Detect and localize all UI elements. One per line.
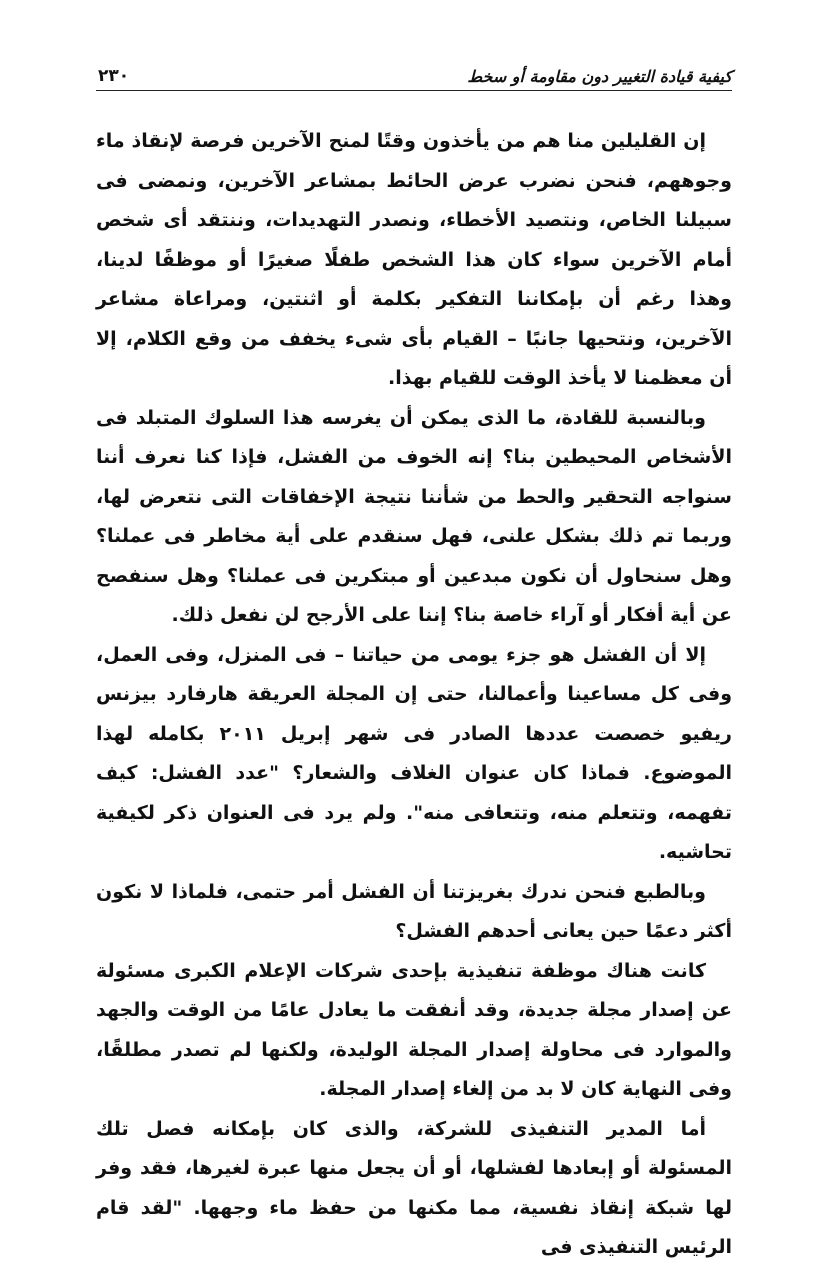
body-text <box>96 122 732 1268</box>
paragraph-4: وبالطبع فنحن ندرك بغريزتنا أن الفشل أمر حتمى، فلماذا لا نكون أكثر دعمًا حين يعانى أحدهم الفشل؟ <box>96 880 732 942</box>
paragraph-3: إلا أن الفشل هو جزء يومى من حياتنا – فى المنزل، وفى العمل، وفى كل مساعينا وأعمالنا، حتى إن المجلة العريقة هارفارد بيزنس ريفيو خصصت عددها الصادر فى شهر إبريل ٢٠١١ بكامله لهذا الموضوع. فماذا كان عنوان الغلاف والشعار؟ "عدد الفشل: كيف تفهمه، وتتعلم منه، وتتعافى منه". ولم يرد فى العنوان ذكر لكيفية تحاشيه. <box>96 643 732 863</box>
paragraph-6: أما المدير التنفيذى للشركة، والذى كان بإمكانه فصل تلك المسئولة أو إبعادها لفشلها، أو أن يجعل منها عبرة لغيرها، فقد وفر لها شبكة إنقاذ نفسية، مما مكنها من حفظ ماء وجهها. "لقد قام الرئيس التنفيذى فى <box>96 1117 732 1258</box>
chapter-title: كيفية قيادة التغيير دون مقاومة أو سخط <box>467 66 732 86</box>
paragraph-5: كانت هناك موظفة تنفيذية بإحدى شركات الإعلام الكبرى مسئولة عن إصدار مجلة جديدة، وقد أنفقت ما يعادل عامًا من الوقت والجهد والموارد فى محاولة إصدار المجلة الوليدة، ولكنها لم تصدر مطلقًا، وفى النهاية كان لا بد من إلغاء إصدار المجلة. <box>96 959 732 1100</box>
page-number: ٢٣٠ <box>98 66 130 86</box>
header-divider <box>96 90 732 91</box>
paragraph-2: وبالنسبة للقادة، ما الذى يمكن أن يغرسه هذا السلوك المتبلد فى الأشخاص المحيطين بنا؟ إنه الخوف من الفشل، فإذا كنا نعرف أننا سنواجه التحقير والحط من شأننا نتيجة الإخفاقات التى نتعرض لها، وربما تم ذلك بشكل علنى، فهل سنقدم على أية مخاطر فى عملنا؟ وهل سنحاول أن نكون مبدعين أو مبتكرين فى عملنا؟ وهل سنفصح عن أية أفكار أو آراء خاصة بنا؟ إننا على الأرجح لن نفعل ذلك. <box>96 406 732 626</box>
paragraph-1: إن القليلين منا هم من يأخذون وقتًا لمنح الآخرين فرصة لإنقاذ ماء وجوههم، فنحن نضرب عرض الحائط بمشاعر الآخرين، ونمضى فى سبيلنا الخاص، ونتصيد الأخطاء، ونصدر التهديدات، وننتقد أى شخص أمام الآخرين سواء كان هذا الشخص طفلًا صغيرًا أو موظفًا لدينا، وهذا رغم أن بإمكاننا التفكير بكلمة أو اثنتين، ومراعاة مشاعر الآخرين، ونتحيها جانبًا – القيام بأى شىء يخفف من وقع الكلام، إلا أن معظمنا لا يأخذ الوقت للقيام بهذا. <box>96 130 732 389</box>
running-header <box>96 62 732 90</box>
